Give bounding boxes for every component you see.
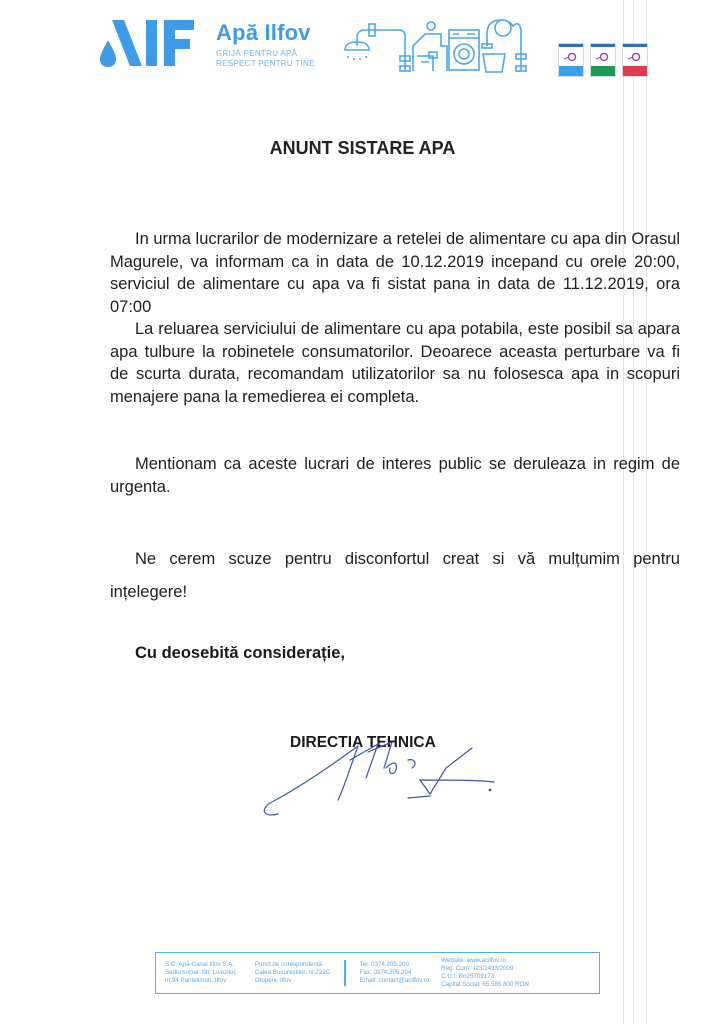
footer-line: Sediu social: Str. Livezilor, <box>165 969 237 976</box>
footer-registration <box>429 957 529 989</box>
footer-line: C.U.I. Ro25709173 <box>441 973 495 980</box>
washing-machine-icon <box>449 30 479 70</box>
paragraph-text: Ne cerem scuze pentru disconfortul creat si vă mulțumim pentru ințelegere! <box>110 550 680 601</box>
certification-seal-icon <box>595 51 611 63</box>
closing-salutation: Cu deosebită considerație, <box>135 644 345 662</box>
footer-company-info <box>156 961 237 985</box>
footer-line: nr.94 Pantelimon, Ilfov <box>165 977 227 984</box>
brand-tagline-2: RESPECT PENTRU TINE <box>216 59 315 68</box>
footer-line: Capital Social: 65.585.800 RON <box>441 981 529 988</box>
paragraph-interruption <box>110 228 680 318</box>
paragraph-text: In urma lucrarilor de modernizare a retelei de alimentare cu apa din Orasul Magurele, va informam ca in data de 10.12.2019 incepand cu orele 20:00, serviciul de alimentare cu apa va fi sistat pana in data de 11.12.2019, ora 07:00 <box>110 230 680 316</box>
certification-badges <box>558 43 648 77</box>
brand-block <box>216 20 315 69</box>
pipe-icon <box>413 22 447 71</box>
certification-seal-icon <box>627 51 643 63</box>
footer-contact <box>346 961 429 985</box>
shower-icon <box>345 24 410 71</box>
certification-badge-blue <box>558 43 584 77</box>
brand-name: Apă Ilfov <box>216 20 311 45</box>
footer-line: Calea Bucureștilor, nr.222C <box>254 969 331 976</box>
aif-logo-icon <box>98 16 198 70</box>
brand-tagline-1: GRIJĂ PENTRU APĂ <box>216 49 298 58</box>
certification-badge-green <box>590 43 616 77</box>
signatory-department: DIRECTIA TEHNICA <box>290 734 436 751</box>
footer-correspondence <box>237 961 330 985</box>
handwritten-signature <box>258 738 498 824</box>
footer-line: Reg. Com. J23/1433/2009 <box>441 965 514 972</box>
footer-line: Punct de corespondență <box>254 961 322 968</box>
document-title: ANUNT SISTARE APA <box>269 138 456 158</box>
paragraph-text: Mentionam ca aceste lucrari de interes public se deruleaza in regim de urgenta. <box>110 455 680 496</box>
footer-line: Otopeni, Ilfov <box>254 977 292 984</box>
paragraph-urgency <box>110 453 680 498</box>
footer-phone: Tel: 0374.205.200 <box>359 961 409 968</box>
company-footer <box>155 952 600 994</box>
paragraph-turbid-water <box>110 318 680 408</box>
certification-badge-red <box>622 43 648 77</box>
footer-fax: Fax: 0374.205.204 <box>359 969 412 976</box>
footer-line: S.C. Apă-Canal Ilfov S.A. <box>165 961 235 968</box>
footer-email: Email: contact@acilfov.ro <box>359 977 430 984</box>
faucet-glass-icon <box>482 20 526 72</box>
water-usage-illustration <box>343 16 527 74</box>
paragraph-text: La reluarea serviciului de alimentare cu apa potabila, este posibil sa apara apa tulbure la robinetele consumatorilor. Deoarece aceasta perturbare va fi de scurta durata, recomandam utilizatorilor sa nu folosesca apa in scopuri menajere pana la remedierea ei completa. <box>110 320 680 406</box>
footer-website: Website: www.acilfov.ro <box>441 957 506 964</box>
paragraph-apology <box>110 543 680 609</box>
certification-seal-icon <box>563 51 579 63</box>
